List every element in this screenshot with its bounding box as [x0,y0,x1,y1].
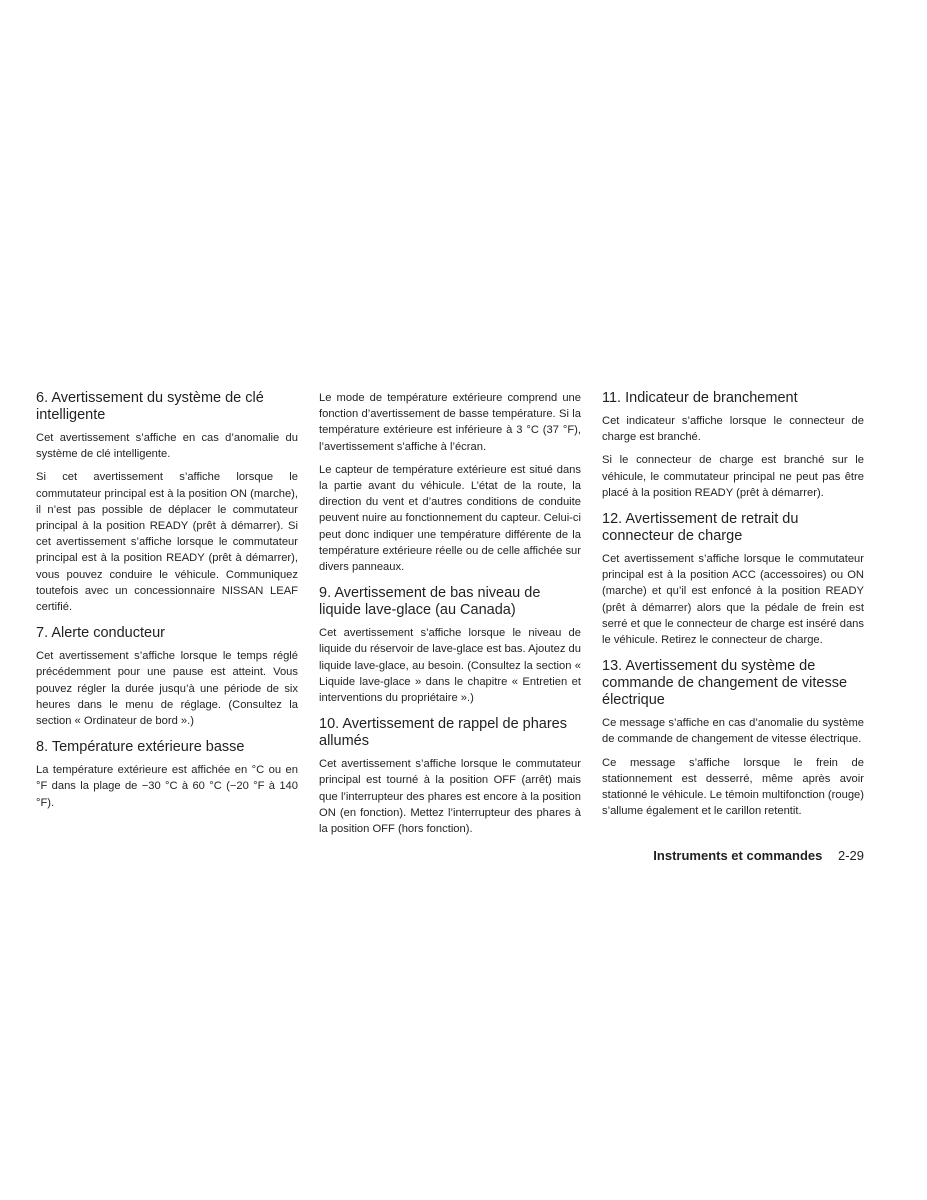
footer-chapter-title: Instruments et commandes [653,848,823,863]
section-8-heading: 8. Température extérieure basse [36,739,245,756]
section-7-paragraph-1: Cet avertissement s’affiche lorsque le temps réglé précédemment pour une pause est atteint. Vous pouvez régler la durée jusqu’à une période de six heures dans le menu de réglage. (Consultez la section « Ordinateur de bord ».) [36,650,298,728]
section-6-paragraph-1: Cet avertissement s’affiche en cas d’anomalie du système de clé intelligente. [36,432,298,461]
section-13-paragraph-2: Ce message s’affiche lorsque le frein de stationnement est desserré, même après avoir stationné le véhicule. Le témoin multifonction (rouge) s’allume également et le carillon retentit. [602,756,864,818]
section-8-paragraph-2: Le mode de température extérieure comprend une fonction d’avertissement de basse température. Si la température extérieure est inférieure à 3 °C (37 °F), l’avertissement s’affiche à l’écran. [319,392,581,453]
section-7-heading: 7. Alerte conducteur [36,625,165,642]
section-11-paragraph-2: Si le connecteur de charge est branché sur le véhicule, le commutateur principal ne peut pas être placé à la position READY (prêt à démarrer). [602,454,864,499]
section-6-heading: 6. Avertissement du système de clé intelligente [36,390,264,423]
footer-page-number: 2-29 [837,848,864,863]
section-8-paragraph-3: Le capteur de température extérieure est situé dans la partie avant du véhicule. L’état de la route, la direction du vent et d’autres conditions de conduite peuvent nuire au fonctionnement du capteur. Celui-ci peut donc indiquer une température différente de la température extérieure réelle ou de celle affichée sur divers panneaux. [319,463,581,574]
section-10-paragraph-1: Cet avertissement s’affiche lorsque le commutateur principal est tourné à la position OFF (arrêt) mais que l’interrupteur des phares est encore à la position ON (en fonction). Mettez l’interrupteur des phares à la position OFF (hors fonction). [319,758,581,836]
section-8-paragraph-1: La température extérieure est affichée en °C ou en °F dans la plage de −30 °C à 60 °C (−20 °F à 140 °F). [36,764,298,809]
section-9-paragraph-1: Cet avertissement s’affiche lorsque le niveau de liquide du réservoir de lave-glace est bas. Ajoutez du liquide lave-glace, au besoin. (Consultez la section « Liquide lave-glace » dans le chapitre « Entretien et interventions du propriétaire ».) [319,627,581,705]
section-12-paragraph-1: Cet avertissement s’affiche lorsque le commutateur principal est à la position ACC (accessoires) ou ON (marche) et qu’il est enfoncé à la position READY (prêt à démarrer) alors que la pédale de frein est serré et que le connecteur de charge est inséré dans le véhicule. Retirez le connecteur de charge. [602,553,864,647]
column-right [602,390,864,826]
section-11-heading: 11. Indicateur de branchement [602,390,798,406]
section-9-heading: 9. Avertissement de bas niveau de liquide lave-glace (au Canada) [319,585,541,619]
page-footer [653,848,864,864]
section-13-heading: 13. Avertissement du système de commande de changement de vitesse électrique [602,658,848,709]
section-6-paragraph-2: Si cet avertissement s’affiche lorsque le commutateur principal est à la position ON (marche), il n’est pas possible de déplacer le commutateur principal à la position READY (prêt à démarrer). Si cet avertissement s’affiche lorsque le commutateur principal est à la position READY (prêt à démarrer), vous pouvez conduire le véhicule. Communiquez toutefois avec un concessionnaire NISSAN LEAF certifié. [36,471,298,614]
section-12-heading: 12. Avertissement de retrait du connecteur de charge [602,511,799,545]
column-middle [319,390,581,844]
section-13-paragraph-1: Ce message s’affiche en cas d’anomalie du système de commande de changement de vitesse électrique. [602,717,864,746]
section-11-paragraph-1: Cet indicateur s’affiche lorsque le connecteur de charge est branché. [602,415,864,444]
column-left [36,390,298,818]
section-10-heading: 10. Avertissement de rappel de phares allumés [319,716,568,750]
